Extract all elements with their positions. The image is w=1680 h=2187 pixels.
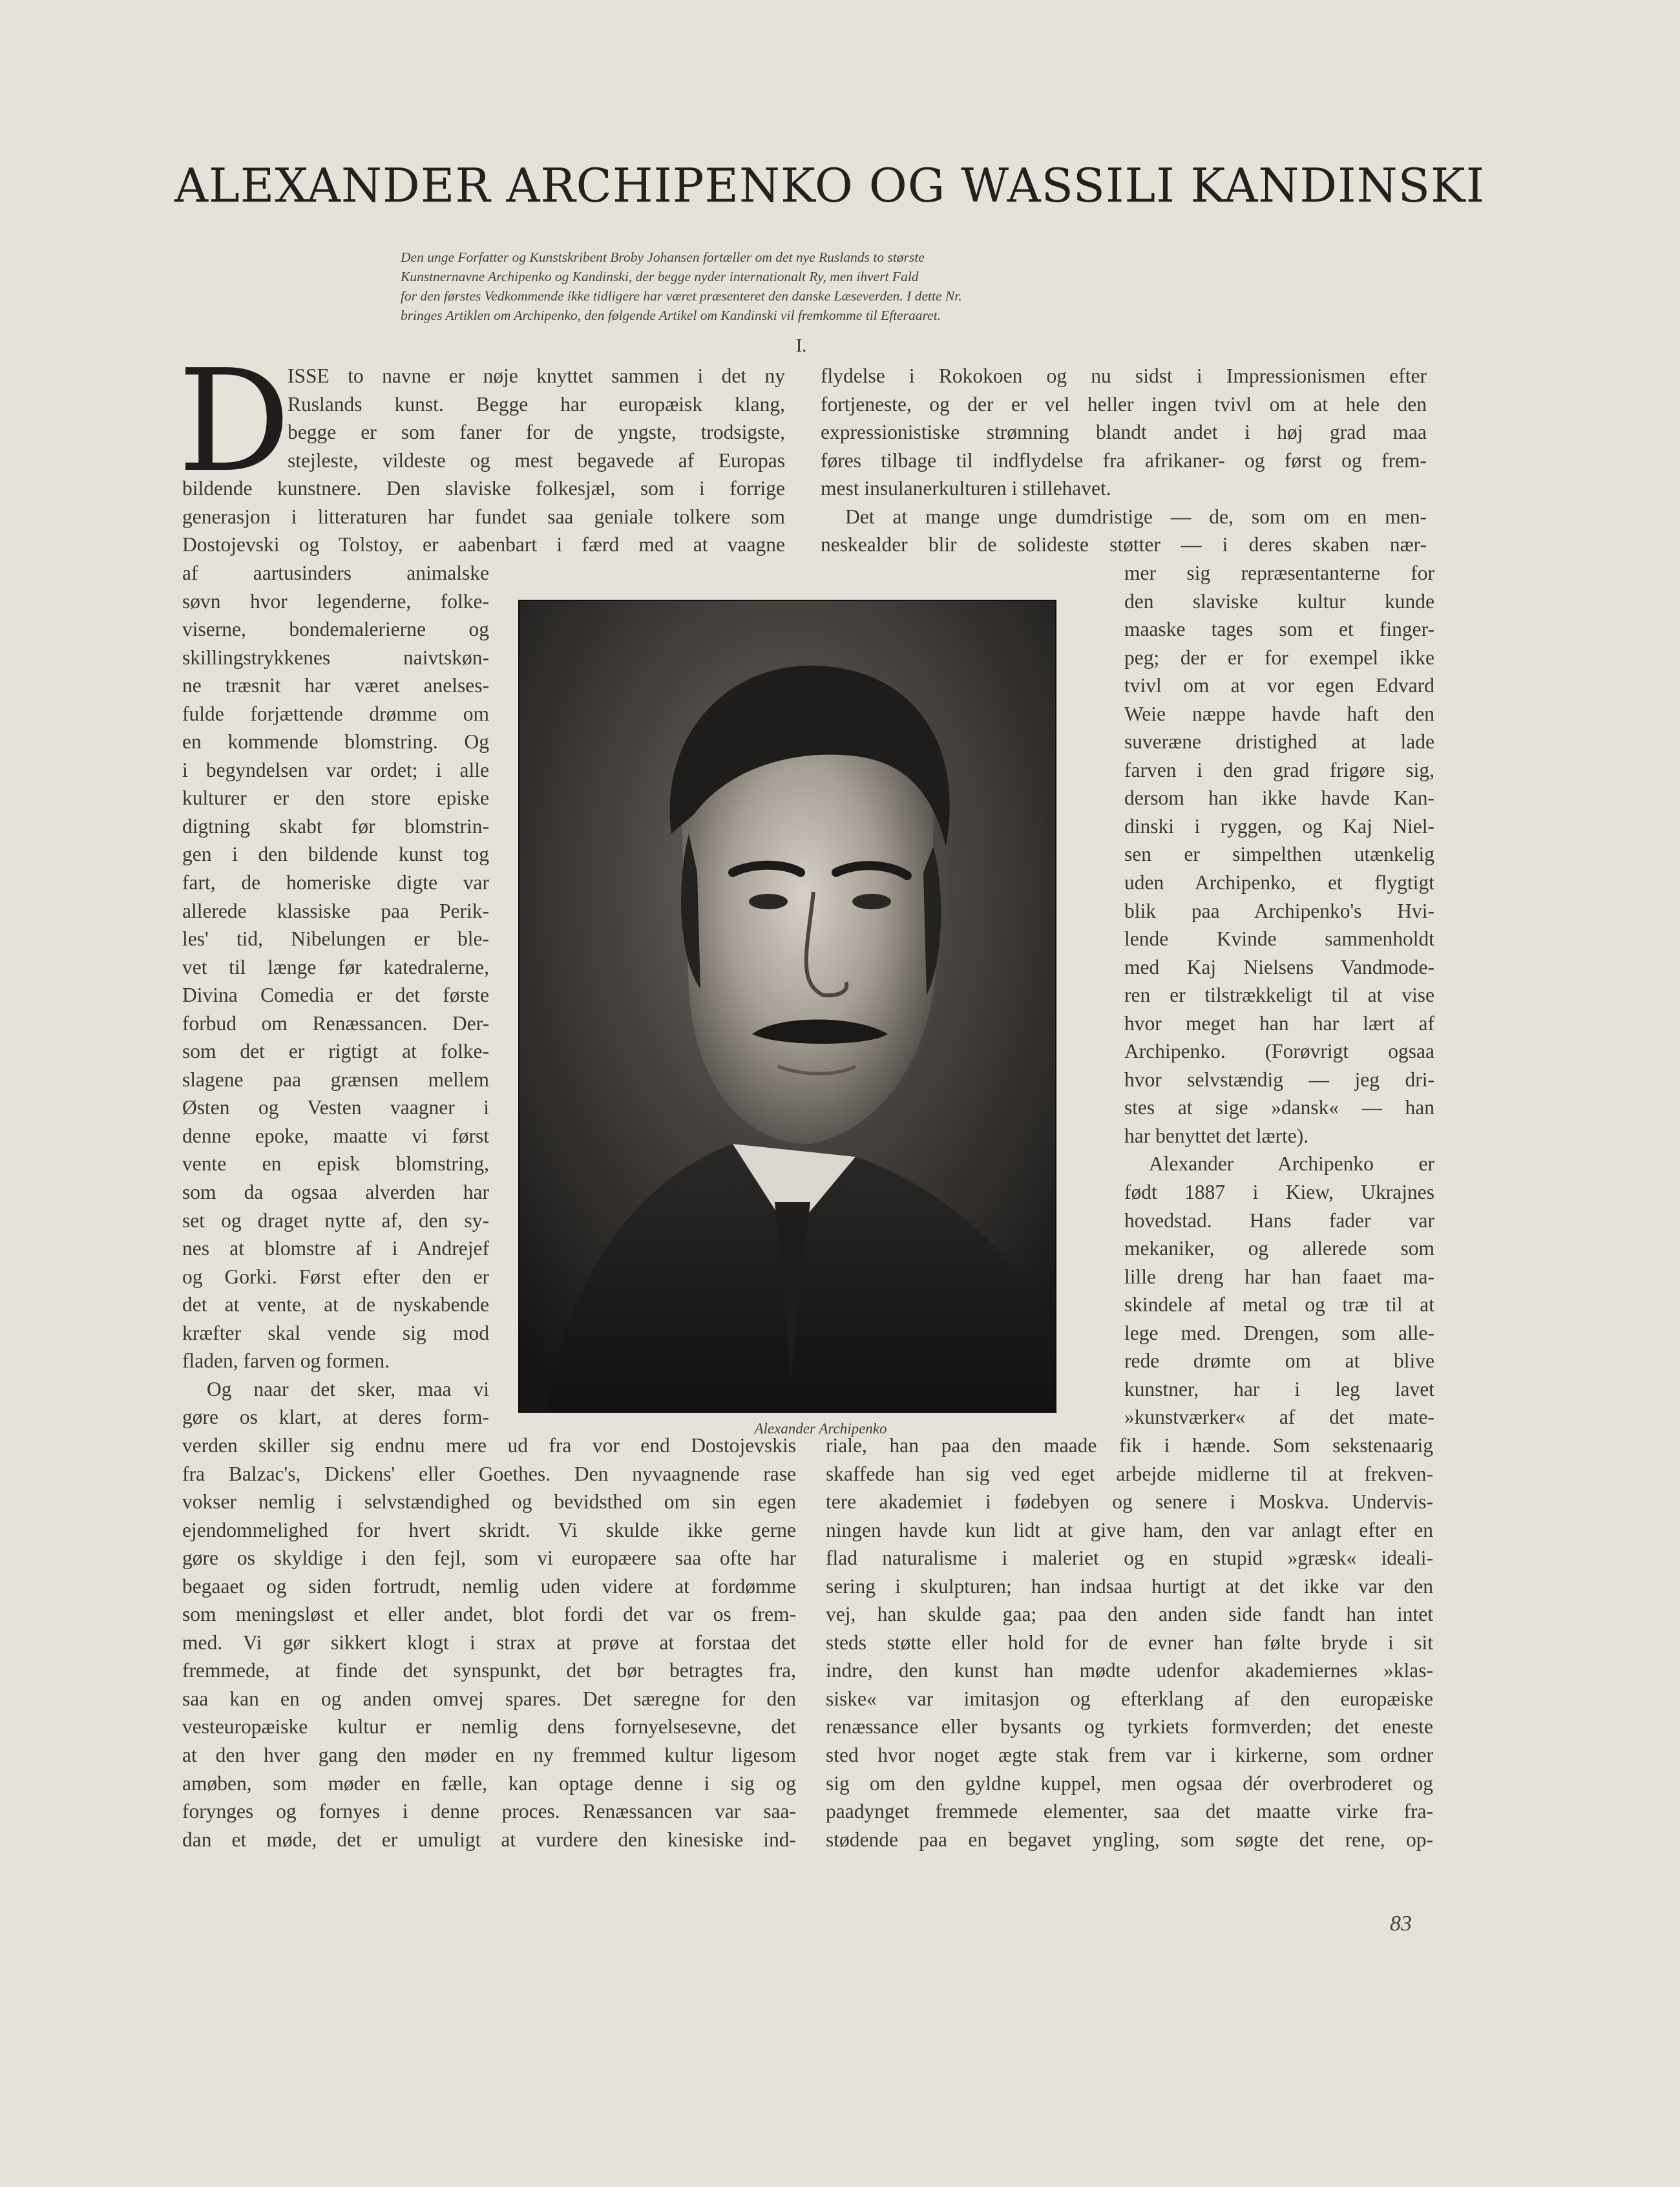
text-line: maaske tages som et finger-: [1124, 618, 1434, 641]
text-line: rede drømte om at blive: [1124, 1349, 1434, 1373]
text-line: Divina Comedia er det første: [182, 984, 489, 1007]
text-line: Og naar det sker, maa vi: [207, 1377, 489, 1400]
text-line: bildende kunstnere. Den slaviske folkesjæl, som i forrige: [182, 477, 785, 500]
text-line: riale, han paa den maade fik i hænde. Som sekstenaarig: [826, 1434, 1433, 1457]
left-column-top-block: [182, 474, 785, 559]
text-line: forynges og fornyes i denne proces. Renæssancen var saa-: [182, 1800, 796, 1823]
text-line: og Gorki. Først efter den er: [182, 1265, 489, 1288]
text-line: expressionistiske strømning blandt andet i høj grad maa: [821, 421, 1427, 444]
article-title: ALEXANDER ARCHIPENKO OG WASSILI KANDINSKI: [174, 158, 1486, 213]
article-intro: [401, 248, 1202, 325]
text-line: føres tilbage til indflydelse fra afrikaner- og først og frem-: [821, 449, 1427, 472]
text-line: som det er rigtigt at folke-: [182, 1040, 489, 1063]
intro-line: bringes Artiklen om Archipenko, den følgende Artikel om Kandinski vil fremkomme til Efteraaret.: [401, 308, 941, 323]
text-line: verden skiller sig endnu mere ud fra vor end Dostojevskis: [182, 1434, 796, 1457]
text-line: hvor meget han har lært af: [1124, 1011, 1434, 1035]
text-line: gøre os klart, at deres form-: [182, 1406, 489, 1429]
text-line: les' tid, Nibelungen er ble-: [182, 927, 489, 951]
text-line: slagene paa grænsen mellem: [182, 1068, 489, 1091]
text-line: digtning skabt før blomstrin-: [182, 814, 489, 838]
right-column-narrow-block: [1124, 559, 1434, 1432]
text-line: lege med. Drengen, som alle-: [1124, 1321, 1434, 1344]
text-line: flad naturalisme i maleriet og en stupid »græsk« ideali-: [826, 1547, 1433, 1570]
text-line: Alexander Archipenko er: [1149, 1152, 1434, 1176]
text-line: uden Archipenko, et flygtigt: [1124, 871, 1434, 894]
page-number: 83: [1390, 1912, 1412, 1936]
text-line: lille dreng har han faaet ma-: [1124, 1265, 1434, 1288]
text-line: siske« var imitasjon og efterklang af den europæiske: [826, 1687, 1433, 1710]
text-line: kulturer er den store episke: [182, 787, 489, 810]
text-line: allerede klassiske paa Perik-: [182, 899, 489, 922]
text-line: paadynget fremmede elementer, saa det maatte virke fra-: [826, 1800, 1433, 1823]
section-numeral: I.: [795, 336, 807, 356]
text-line: stejleste, vildeste og mest begavede af Europas: [288, 449, 785, 472]
photo-caption: Alexander Archipenko: [754, 1421, 887, 1437]
right-column-bottom-block: [826, 1432, 1433, 1854]
text-line: Weie næppe havde haft den: [1124, 702, 1434, 725]
text-line: Ruslands kunst. Begge har europæisk klang,: [288, 392, 785, 416]
text-line: med. Vi gør sikkert klogt i strax at prøve at forstaa det: [182, 1631, 796, 1654]
text-line: med Kaj Nielsens Vandmode-: [1124, 955, 1434, 978]
text-line: stødende paa en begavet yngling, som søgte det rene, op-: [826, 1828, 1433, 1851]
text-line: dan et møde, det er umuligt at vurdere den kinesiske ind-: [182, 1828, 796, 1851]
text-line: vet til længe før katedralerne,: [182, 955, 489, 978]
portrait-photo: [518, 600, 1056, 1413]
text-line: som da ogsaa alverden har: [182, 1181, 489, 1204]
text-line: kræfter skal vende sig mod: [182, 1321, 489, 1344]
intro-line: for den førstes Vedkommende ikke tidligere har været præsenteret den danske Læseverden. I dette Nr.: [401, 288, 962, 304]
left-column-bottom-block: [182, 1432, 796, 1854]
text-line: vokser nemlig i selvstændighed og bevidsthed om sin egen: [182, 1490, 796, 1514]
text-line: ISSE to navne er nøje knyttet sammen i det ny: [288, 364, 785, 387]
text-line: den slaviske kultur kunde: [1124, 589, 1434, 613]
text-line: begaaet og siden fortrudt, nemlig uden videre at fordømme: [182, 1574, 796, 1598]
text-line: amøben, som møder en fælle, kan optage denne i sig og: [182, 1771, 796, 1795]
text-line: tere akademiet i fødebyen og senere i Moskva. Undervis-: [826, 1490, 1433, 1514]
drop-cap: D: [178, 340, 291, 503]
text-line: indre, den kunst han mødte udenfor akademiernes »klas-: [826, 1659, 1433, 1682]
text-line: Dostojevski og Tolstoy, er aabenbart i færd med at vaagne: [182, 533, 785, 556]
text-line: neskealder blir de solideste støtter — i deres skaben nær-: [821, 533, 1427, 556]
right-column-top-block: [821, 362, 1427, 559]
text-line: flydelse i Rokokoen og nu sidst i Impressionismen efter: [821, 364, 1427, 387]
text-line: af aartusinders animalske: [182, 562, 489, 584]
text-line: hvor selvstændig — jeg dri-: [1124, 1068, 1434, 1091]
text-line: dinski i ryggen, og Kaj Niel-: [1124, 814, 1434, 838]
text-line: »kunstværker« af det mate-: [1124, 1406, 1434, 1429]
text-line: denne epoke, maatte vi først: [182, 1124, 489, 1147]
text-line: ren er tilstrækkeligt til at vise: [1124, 984, 1434, 1007]
text-line: begge er som faner for de yngste, trodsigste,: [288, 421, 785, 444]
intro-line: Kunstnernavne Archipenko og Kandinski, der begge nyder internationalt Ry, men ihvert Fald: [401, 269, 919, 284]
text-line: stes at sige »dansk« — han: [1124, 1096, 1434, 1119]
text-line: forbud om Renæssancen. Der-: [182, 1011, 489, 1035]
text-line: ningen havde kun lidt at give ham, den var anlagt efter en: [826, 1518, 1433, 1541]
text-line: vente en episk blomstring,: [182, 1152, 489, 1176]
text-line: sted hvor noget ægte stak frem var i kirkerne, som ordner: [826, 1744, 1433, 1767]
text-line: fulde forjættende drømme om: [182, 702, 489, 725]
text-line: hovedstad. Hans fader var: [1124, 1209, 1434, 1232]
text-line: født 1887 i Kiew, Ukrajnes: [1124, 1181, 1434, 1204]
text-line: Østen og Vesten vaagner i: [182, 1096, 489, 1119]
text-line: nes at blomstre af i Andrejef: [182, 1237, 489, 1260]
text-line: mekaniker, og allerede som: [1124, 1237, 1434, 1260]
text-line: dersom han ikke havde Kan-: [1124, 787, 1434, 810]
text-line: sen er simpelthen utænkelig: [1124, 843, 1434, 866]
text-line: søvn hvor legenderne, folke-: [182, 589, 489, 613]
text-line: fladen, farven og formen.: [182, 1349, 390, 1373]
text-line: mer sig repræsentanterne for: [1124, 562, 1434, 584]
text-line: gøre os skyldige i den fejl, som vi europæere saa ofte har: [182, 1547, 796, 1570]
text-line: saa kan en og anden omvej spares. Det særegne for den: [182, 1687, 796, 1710]
text-line: vej, han skulde gaa; paa den anden side fandt han intet: [826, 1603, 1433, 1626]
text-line: i begyndelsen var ordet; i alle: [182, 758, 489, 781]
text-line: skillingstrykkenes naivtskøn-: [182, 646, 489, 669]
text-line: kunstner, har i leg lavet: [1124, 1377, 1434, 1400]
text-line: fart, de homeriske digte var: [182, 871, 489, 894]
text-line: renæssance eller bysants og tyrkiets formverden; det eneste: [826, 1715, 1433, 1738]
text-line: har benyttet det lærte).: [1124, 1124, 1309, 1147]
text-line: skaffede han sig ved eget arbejde midlerne til at frekven-: [826, 1462, 1433, 1485]
text-line: farven i den grad frigøre sig,: [1124, 758, 1434, 781]
text-line: mest insulanerkulturen i stillehavet.: [821, 477, 1111, 500]
text-line: fra Balzac's, Dickens' eller Goethes. Den nyvaagnende rase: [182, 1462, 796, 1485]
text-line: set og draget nytte af, den sy-: [182, 1209, 489, 1232]
text-line: lende Kvinde sammenholdt: [1124, 927, 1434, 951]
text-line: at den hver gang den møder en ny fremmed kultur ligesom: [182, 1744, 796, 1767]
text-line: gen i den bildende kunst tog: [182, 843, 489, 866]
text-line: fortjeneste, og der er vel heller ingen tvivl om at hele den: [821, 392, 1427, 416]
left-column-narrow-block: [182, 559, 489, 1432]
text-line: tvivl om at vor egen Edvard: [1124, 674, 1434, 697]
text-line: generasjon i litteraturen har fundet saa geniale tolkere som: [182, 505, 785, 528]
text-line: fremmede, at finde det synspunkt, det bør betragtes fra,: [182, 1659, 796, 1682]
text-line: suveræne dristighed at lade: [1124, 730, 1434, 754]
text-line: en kommende blomstring. Og: [182, 730, 489, 754]
text-line: vesteuropæiske kultur er nemlig dens fornyelsesevne, det: [182, 1715, 796, 1738]
intro-line: Den unge Forfatter og Kunstskribent Broby Johansen fortæller om det nye Ruslands to største: [401, 249, 925, 265]
text-line: steds støtte eller hold for de evner han følte bryde i sit: [826, 1631, 1433, 1654]
left-column-dropcap-block: [288, 362, 785, 474]
text-line: det at vente, at de nyskabende: [182, 1293, 489, 1316]
text-line: ejendommelighed for hvert skridt. Vi skulde ikke gerne: [182, 1518, 796, 1541]
text-line: ne træsnit har været anelses-: [182, 674, 489, 697]
text-line: peg; der er for exempel ikke: [1124, 646, 1434, 669]
text-line: skindele af metal og træ til at: [1124, 1293, 1434, 1316]
text-line: Det at mange unge dumdristige — de, som om en men-: [845, 505, 1427, 528]
text-line: sering i skulpturen; han indsaa hurtigt at det ikke var den: [826, 1574, 1433, 1598]
text-line: viserne, bondemalerierne og: [182, 618, 489, 641]
text-line: sig om den gyldne kuppel, men ogsaa dér overbroderet og: [826, 1771, 1433, 1795]
text-line: blik paa Archipenko's Hvi-: [1124, 899, 1434, 922]
text-line: som meningsløst et eller andet, blot fordi det var os frem-: [182, 1603, 796, 1626]
text-line: Archipenko. (Forøvrigt ogsaa: [1124, 1040, 1434, 1063]
